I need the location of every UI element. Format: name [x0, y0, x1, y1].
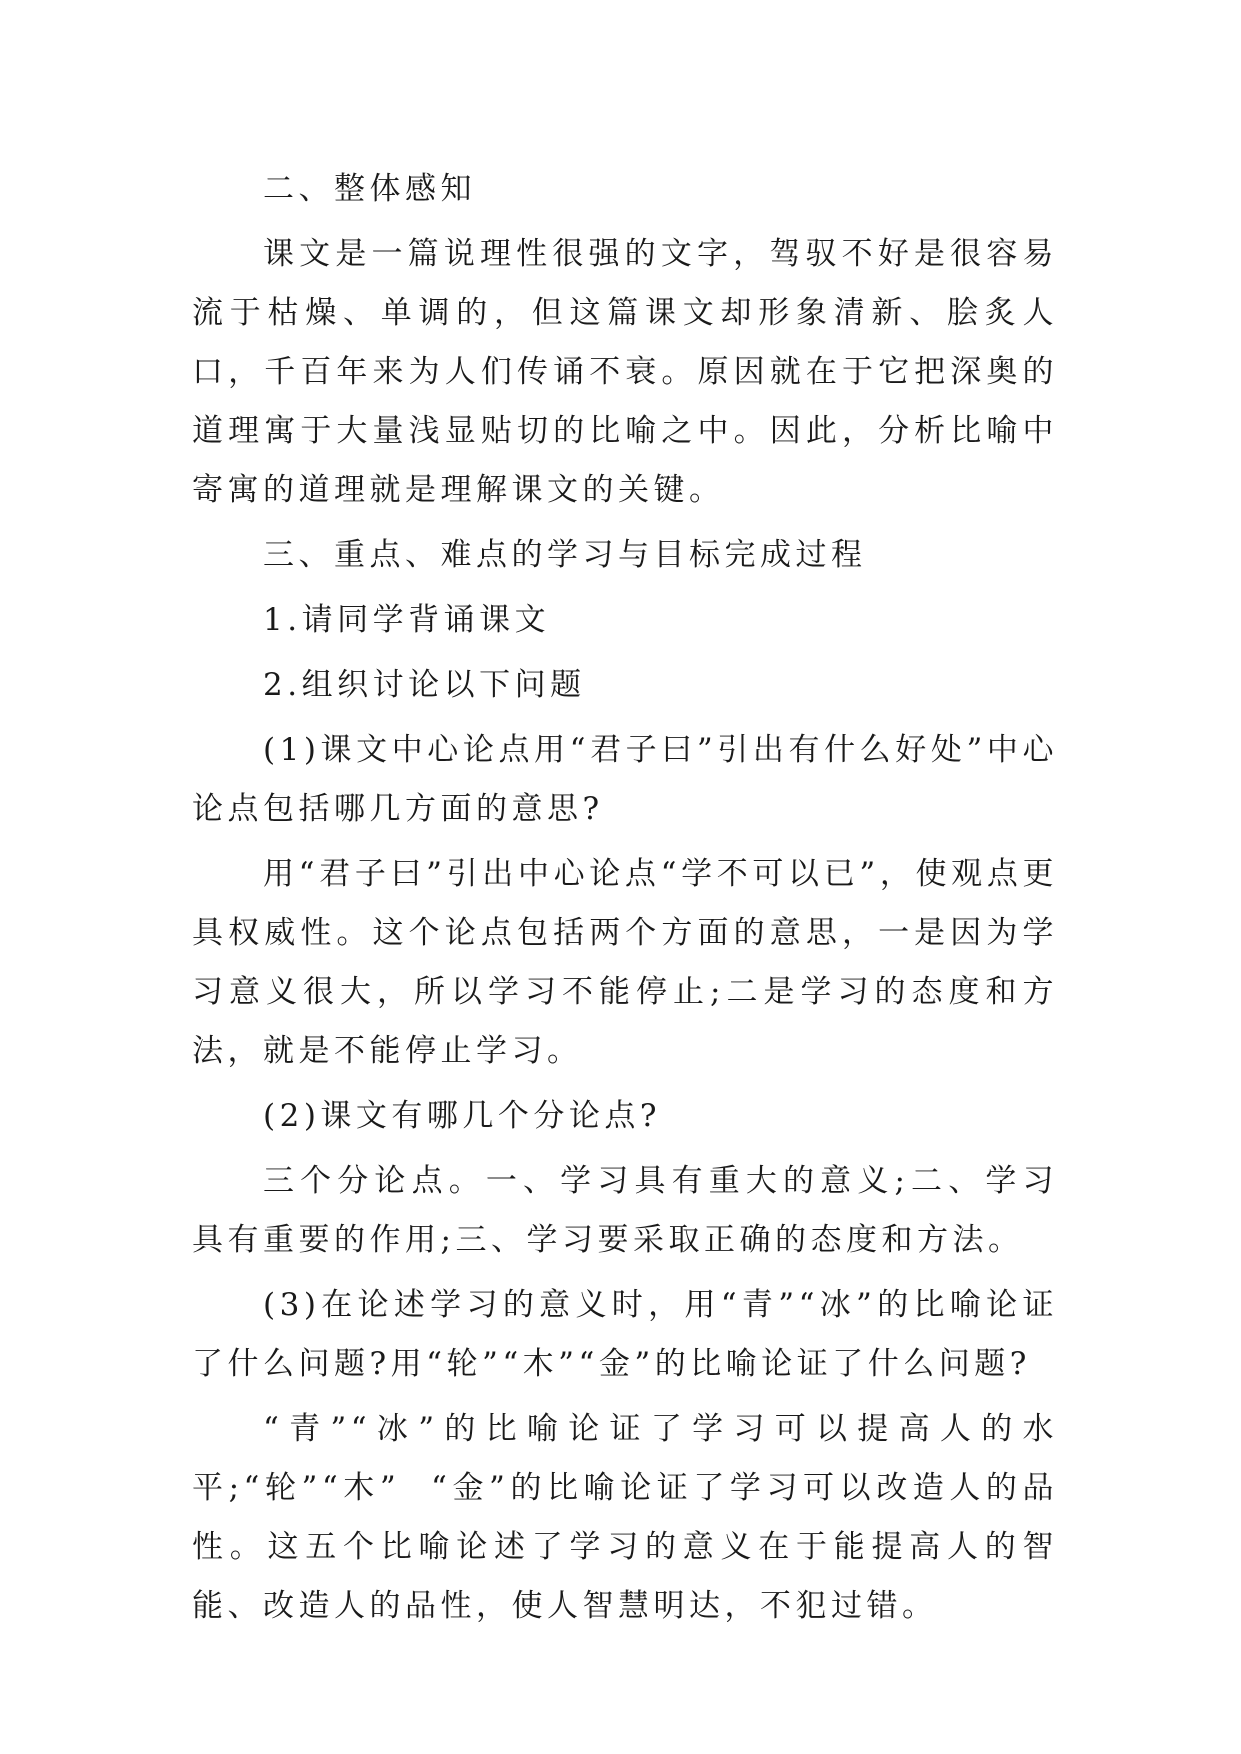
- question-3: (3)在论述学习的意义时，用“青”“冰”的比喻论证了什么问题?用“轮”“木”“金”的比喻论证了什么问题?: [192, 1287, 1058, 1382]
- answer-3: “青”“冰”的比喻论证了学习可以提高人的水平;“轮”“木” “金”的比喻论证了学习可以改造人的品性。这五个比喻论述了学习的意义在于能提高人的智能、改造人的品性，使人智慧明达，不犯过错。: [192, 1411, 1058, 1624]
- list-item-recite: 1.请同学背诵课文: [263, 602, 551, 638]
- list-item-discussion: 2.组织讨论以下问题: [263, 667, 586, 703]
- section-heading-key-points: 三、重点、难点的学习与目标完成过程: [263, 537, 867, 573]
- section-heading-overall: 二、整体感知: [263, 171, 476, 207]
- question-1: (1)课文中心论点用“君子曰”引出有什么好处”中心论点包括哪几方面的意思?: [192, 732, 1058, 827]
- question-2: (2)课文有哪几个分论点?: [263, 1098, 662, 1134]
- paragraph-overview: 课文是一篇说理性很强的文字，驾驭不好是很容易流于枯燥、单调的，但这篇课文却形象清新、脍炙人口，千百年来为人们传诵不衰。原因就在于它把深奥的道理寓于大量浅显贴切的比喻之中。因此，分析比喻中寄寓的道理就是理解课文的关键。: [192, 236, 1058, 508]
- answer-2: 三个分论点。一、学习具有重大的意义;二、学习具有重要的作用;三、学习要采取正确的态度和方法。: [192, 1163, 1058, 1258]
- document-page: [192, 160, 1058, 1642]
- answer-1: 用“君子曰”引出中心论点“学不可以已”，使观点更具权威性。这个论点包括两个方面的意思，一是因为学习意义很大，所以学习不能停止;二是学习的态度和方法，就是不能停止学习。: [192, 856, 1058, 1069]
